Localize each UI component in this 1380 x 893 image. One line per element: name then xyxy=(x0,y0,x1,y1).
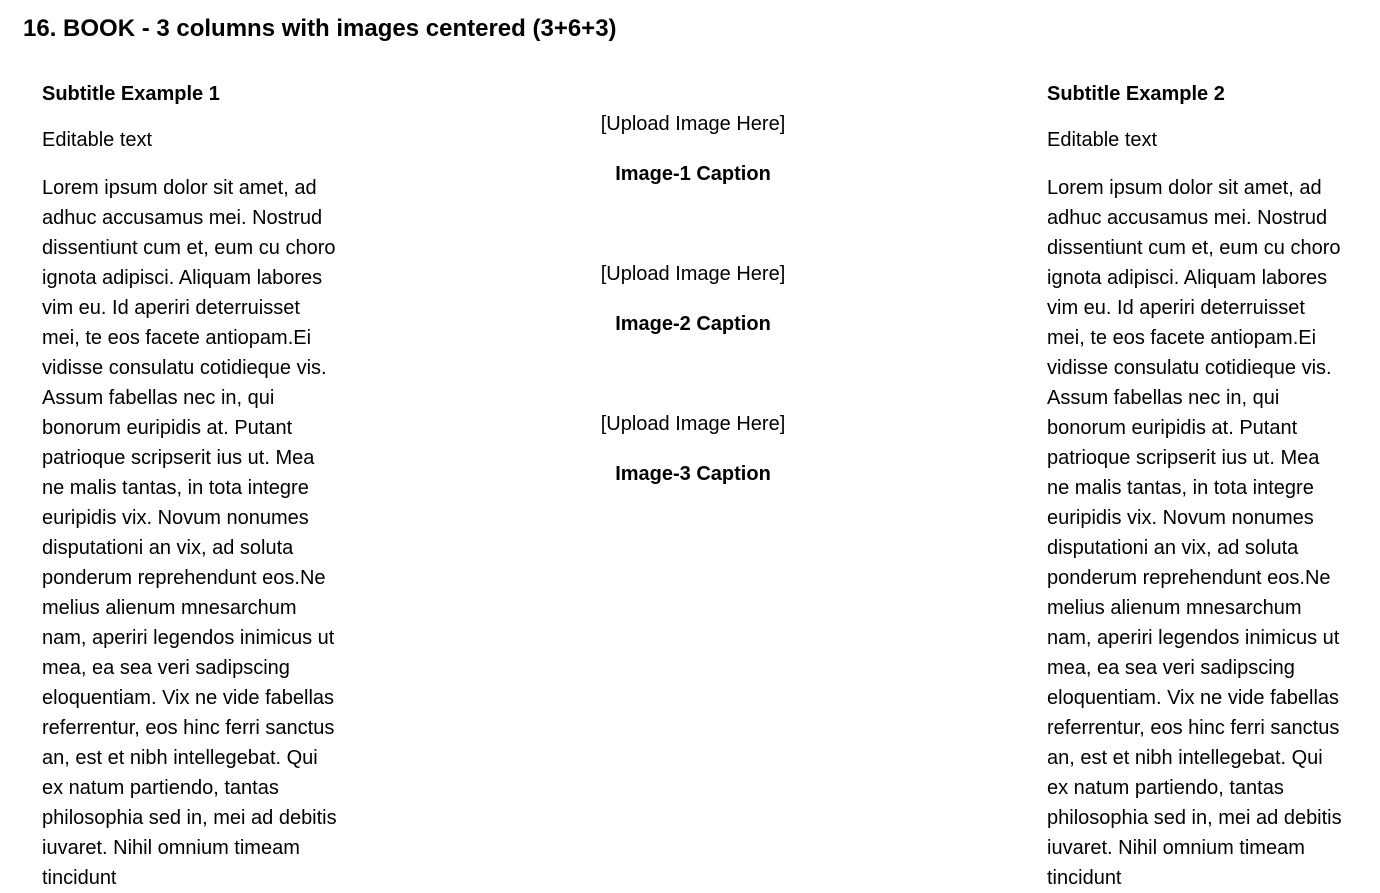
image-figure-1 xyxy=(543,111,843,211)
center-column xyxy=(543,111,843,561)
page-title: 16. BOOK - 3 columns with images centered (3+6+3) xyxy=(23,15,617,42)
left-column xyxy=(42,81,342,893)
image-upload-placeholder-3[interactable]: [Upload Image Here] xyxy=(600,413,786,435)
image-figure-2 xyxy=(543,261,843,361)
image-caption-3[interactable]: Image-3 Caption xyxy=(615,463,771,485)
left-body-text[interactable]: Lorem ipsum dolor sit amet, ad adhuc accusamus mei. Nostrud dissentiunt cum et, eum cu choro ignota adipisci. Aliquam labores vim eu. Id aperiri deterruisset mei, te eos facete antiopam.Ei vidisse consulatu cotidieque vis. Assum fabellas nec in, qui bonorum euripidis at. Putant patrioque scripserit ius ut. Mea ne malis tantas, in tota integre euripidis vix. Novum nonumes disputationi an vix, ad soluta ponderum reprehendunt eos.Ne melius alienum mnesarchum nam, aperiri legendos inimicus ut mea, ea sea veri sadipscing eloquentiam. Vix ne vide fabellas referrentur, eos hinc ferri sanctus an, est et nibh intellegebat. Qui ex natum partiendo, tantas philosophia sed in, mei ad debitis iuvaret. Nihil omnium timeam tincidunt xyxy=(42,177,337,889)
right-body-text[interactable]: Lorem ipsum dolor sit amet, ad adhuc accusamus mei. Nostrud dissentiunt cum et, eum cu choro ignota adipisci. Aliquam labores vim eu. Id aperiri deterruisset mei, te eos facete antiopam.Ei vidisse consulatu cotidieque vis. Assum fabellas nec in, qui bonorum euripidis at. Putant patrioque scripserit ius ut. Mea ne malis tantas, in tota integre euripidis vix. Novum nonumes disputationi an vix, ad soluta ponderum reprehendunt eos.Ne melius alienum mnesarchum nam, aperiri legendos inimicus ut mea, ea sea veri sadipscing eloquentiam. Vix ne vide fabellas referrentur, eos hinc ferri sanctus an, est et nibh intellegebat. Qui ex natum partiendo, tantas philosophia sed in, mei ad debitis iuvaret. Nihil omnium timeam tincidunt xyxy=(1047,177,1342,889)
image-upload-placeholder-2[interactable]: [Upload Image Here] xyxy=(600,263,786,285)
image-caption-1[interactable]: Image-1 Caption xyxy=(615,163,771,185)
left-editable-text[interactable]: Editable text xyxy=(42,129,153,151)
right-column xyxy=(1047,81,1347,893)
image-figure-3 xyxy=(543,411,843,511)
left-subtitle[interactable]: Subtitle Example 1 xyxy=(42,83,220,105)
right-editable-text[interactable]: Editable text xyxy=(1047,129,1158,151)
image-caption-2[interactable]: Image-2 Caption xyxy=(615,313,771,335)
image-upload-placeholder-1[interactable]: [Upload Image Here] xyxy=(600,113,786,135)
right-subtitle[interactable]: Subtitle Example 2 xyxy=(1047,83,1225,105)
